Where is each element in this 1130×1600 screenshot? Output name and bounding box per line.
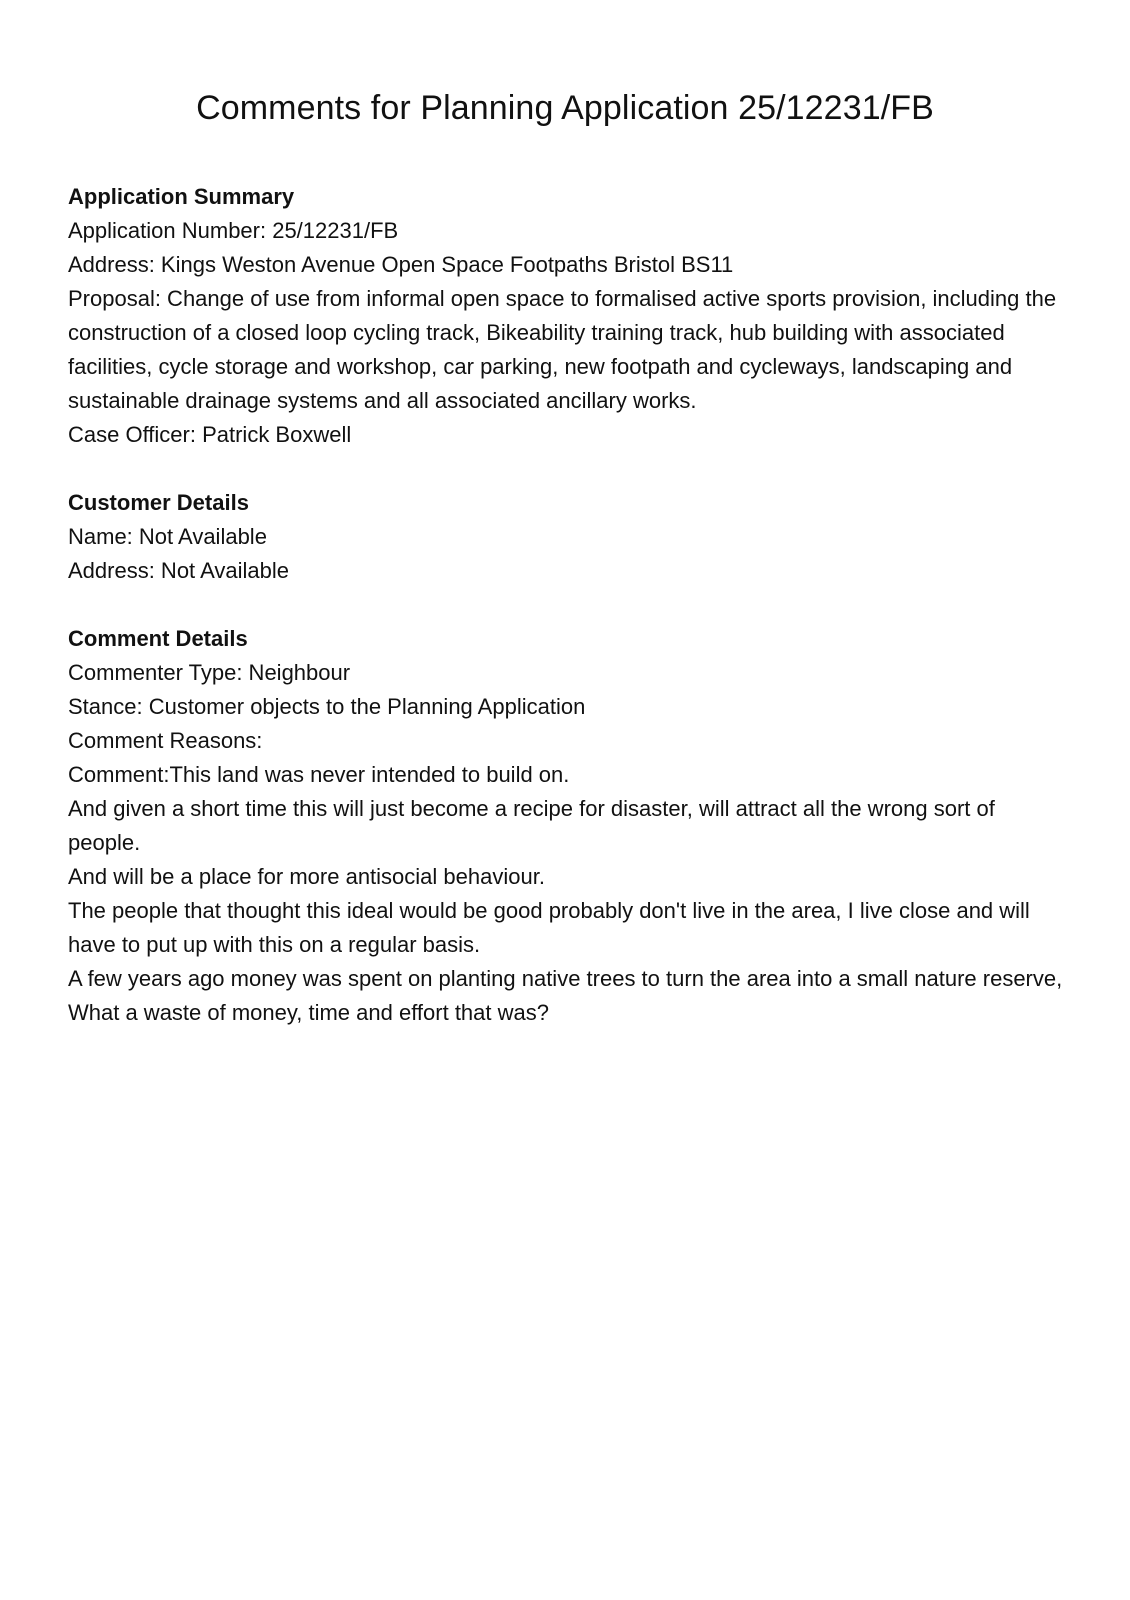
case-officer: Case Officer: Patrick Boxwell bbox=[68, 422, 352, 447]
comment-text bbox=[68, 758, 1068, 1030]
stance: Stance: Customer objects to the Planning Application bbox=[68, 694, 586, 719]
customer-name: Name: Not Available bbox=[68, 524, 267, 549]
comment-line: A few years ago money was spent on planting native trees to turn the area into a small nature reserve, bbox=[68, 966, 1063, 991]
customer-address: Address: Not Available bbox=[68, 558, 289, 583]
comment-line: And will be a place for more antisocial behaviour. bbox=[68, 864, 545, 889]
application-summary-section bbox=[68, 180, 1068, 452]
comment-details-heading: Comment Details bbox=[68, 626, 248, 651]
customer-details-section bbox=[68, 486, 1068, 588]
comment-line: What a waste of money, time and effort that was? bbox=[68, 1000, 549, 1025]
page-title: Comments for Planning Application 25/12231/FB bbox=[196, 89, 934, 127]
comment-reasons: Comment Reasons: bbox=[68, 728, 263, 753]
application-address: Address: Kings Weston Avenue Open Space Footpaths Bristol BS11 bbox=[68, 252, 734, 277]
comment-details-section bbox=[68, 622, 1068, 1030]
document-body bbox=[68, 180, 1068, 1064]
comment-line: The people that thought this ideal would be good probably don't live in the area, I live close and will have to put up with this on a regular basis. bbox=[68, 898, 1030, 957]
application-proposal: Proposal: Change of use from informal open space to formalised active sports provision, including the construction of a closed loop cycling track, Bikeability training track, hub building with associated facilities, cycle storage and workshop, car parking, new footpath and cycleways, landscaping and sustainable drainage systems and all associated ancillary works. bbox=[68, 286, 1057, 413]
application-summary-heading: Application Summary bbox=[68, 184, 295, 209]
application-number: Application Number: 25/12231/FB bbox=[68, 218, 399, 243]
comment-line: Comment:This land was never intended to build on. bbox=[68, 762, 570, 787]
comment-line: And given a short time this will just become a recipe for disaster, will attract all the wrong sort of people. bbox=[68, 796, 995, 855]
commenter-type: Commenter Type: Neighbour bbox=[68, 660, 351, 685]
customer-details-heading: Customer Details bbox=[68, 490, 249, 515]
